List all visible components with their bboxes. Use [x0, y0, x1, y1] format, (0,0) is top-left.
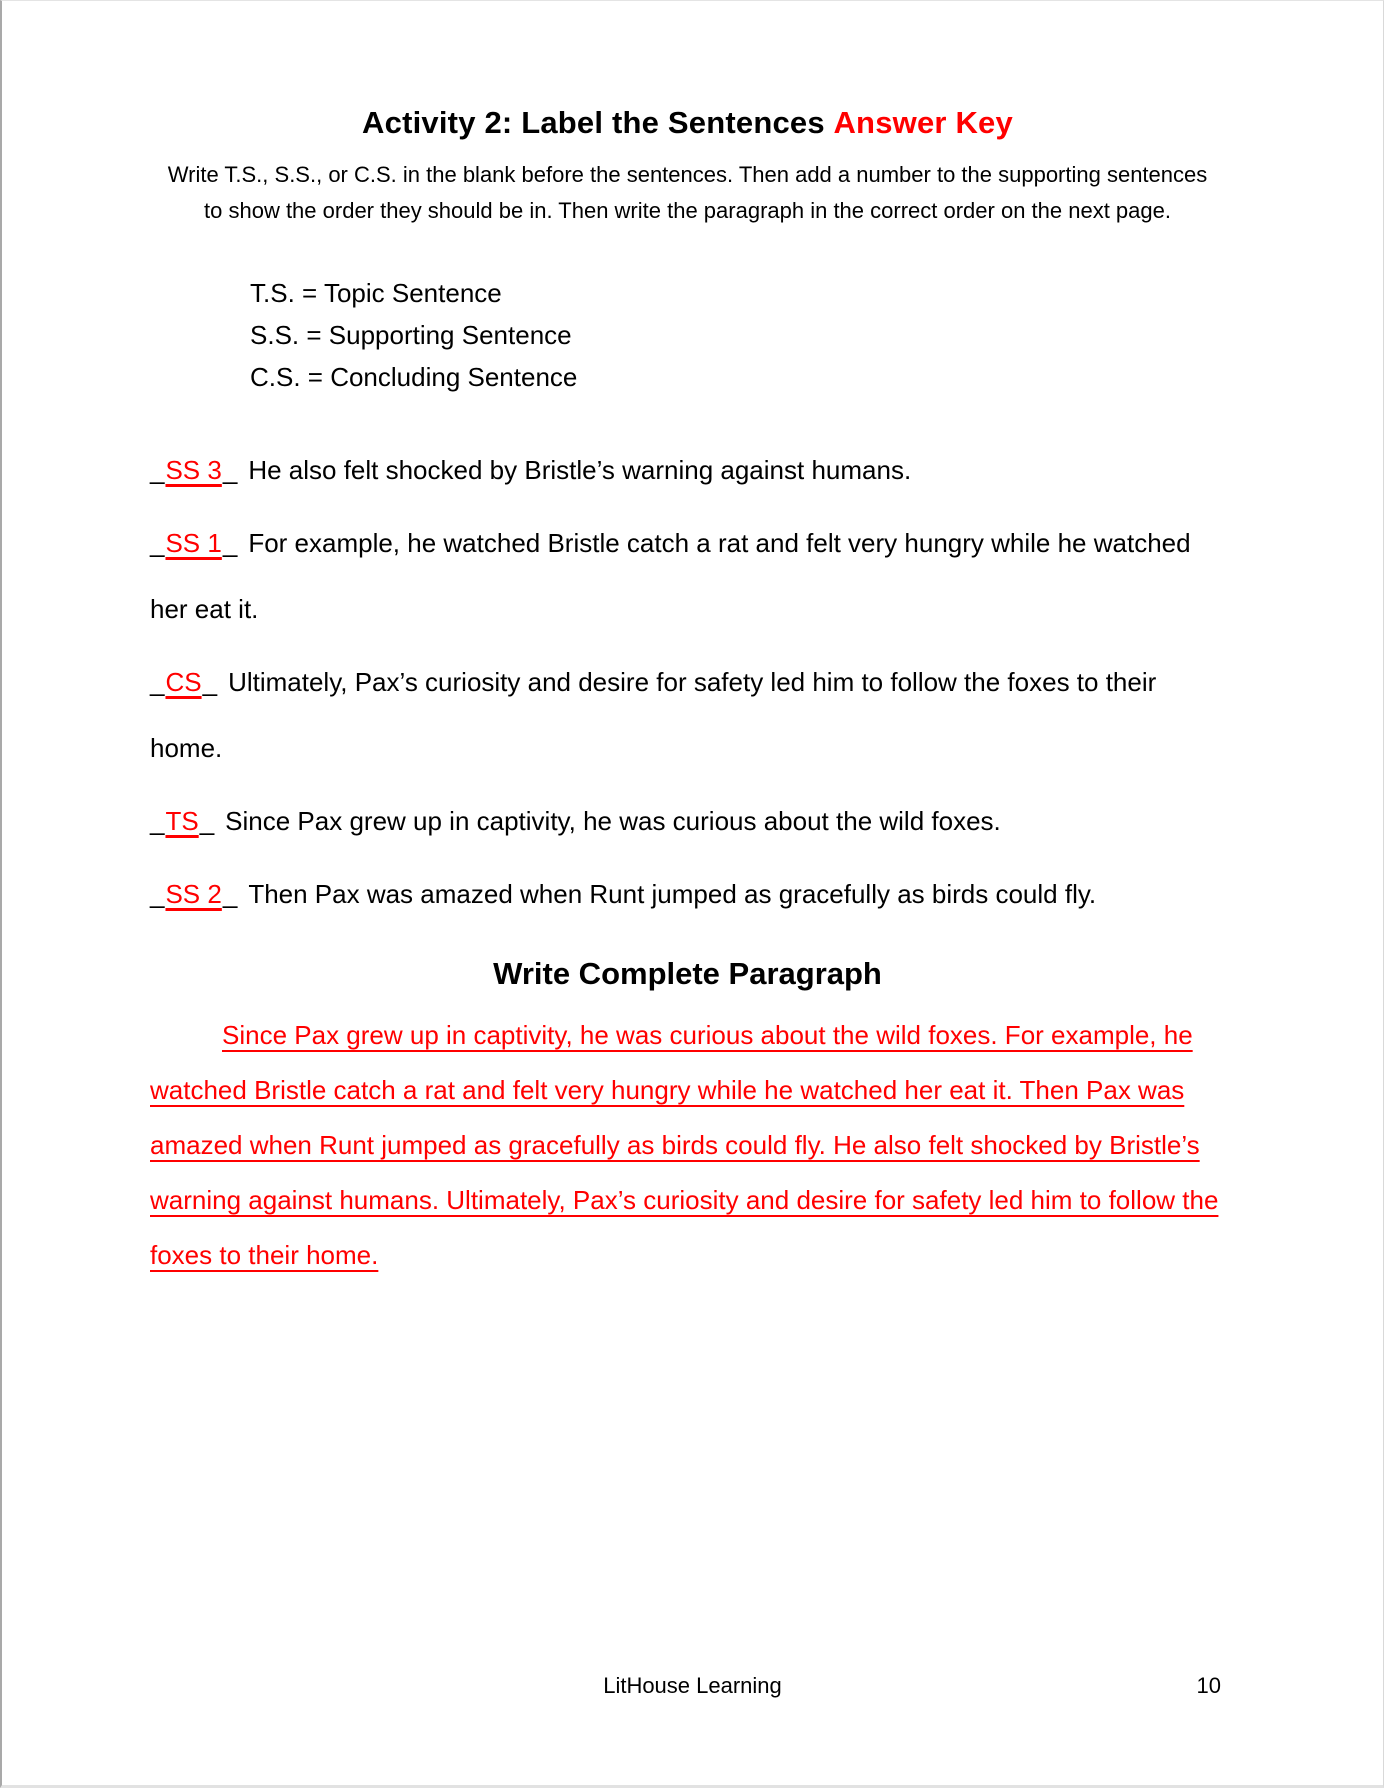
- sentence-answer-label: SS 3: [165, 455, 222, 485]
- page-content: [2, 1, 1383, 1283]
- blank-underscore: _: [202, 667, 218, 697]
- instructions-text: Write T.S., S.S., or C.S. in the blank before the sentences. Then add a number to the supporting sentences to show the order they should be in. Then write the paragraph in the correct order on the next page.: [167, 162, 1208, 223]
- activity-title-text: Activity 2: Label the Sentences: [362, 105, 825, 140]
- answer-paragraph-text: Since Pax grew up in captivity, he was curious about the wild foxes. For example, he watched Bristle catch a rat and felt very hungry while he watched her eat it. Then Pax was amazed when Runt jumped as gracefully as birds could fly. He also felt shocked by Bristle’s warning against humans. Ultimately, Pax’s curiosity and desire for safety led him to follow the foxes to their home.: [150, 1020, 1219, 1270]
- write-complete-paragraph-heading: Write Complete Paragraph: [493, 956, 882, 991]
- footer-page-number: 10: [1196, 1673, 1221, 1698]
- sentence-row: [150, 649, 1225, 781]
- sentence-answer-label: SS 2: [165, 879, 222, 909]
- blank-underscore: _: [222, 879, 238, 909]
- footer-brand-text: LitHouse Learning: [603, 1673, 782, 1698]
- blank-underscore: _: [222, 455, 238, 485]
- answer-key-label: Answer Key: [833, 105, 1013, 140]
- sentence-row: [150, 788, 1225, 854]
- sentence-row: [150, 861, 1225, 927]
- blank-underscore: _: [150, 879, 165, 909]
- sentence-row: [150, 510, 1225, 642]
- sentence-text: He also felt shocked by Bristle’s warning against humans.: [248, 455, 912, 485]
- blank-underscore: _: [199, 806, 215, 836]
- blank-underscore: _: [150, 667, 165, 697]
- sentence-text: Since Pax grew up in captivity, he was curious about the wild foxes.: [225, 806, 1001, 836]
- page-title: [150, 1, 1225, 142]
- legend-item-concluding-sentence: C.S. = Concluding Sentence: [250, 362, 578, 392]
- sentence-row: [150, 437, 1225, 503]
- blank-underscore: _: [150, 455, 165, 485]
- sentence-answer-label: SS 1: [165, 528, 222, 558]
- sentence-answer-label: TS: [165, 806, 199, 836]
- blank-underscore: _: [150, 806, 165, 836]
- legend-item-topic-sentence: T.S. = Topic Sentence: [250, 278, 502, 308]
- page-footer: [2, 1669, 1383, 1703]
- abbreviation-legend: [250, 272, 1225, 398]
- legend-item-supporting-sentence: S.S. = Supporting Sentence: [250, 320, 572, 350]
- sentence-text: Then Pax was amazed when Runt jumped as gracefully as birds could fly.: [248, 879, 1097, 909]
- blank-underscore: _: [150, 528, 165, 558]
- sentence-text: For example, he watched Bristle catch a rat and felt very hungry while he watched her eat it.: [150, 528, 1191, 624]
- labeled-sentences-list: [150, 437, 1225, 927]
- sentence-text: Ultimately, Pax’s curiosity and desire for safety led him to follow the foxes to their home.: [150, 667, 1157, 763]
- sentence-answer-label: CS: [165, 667, 202, 697]
- blank-underscore: _: [222, 528, 238, 558]
